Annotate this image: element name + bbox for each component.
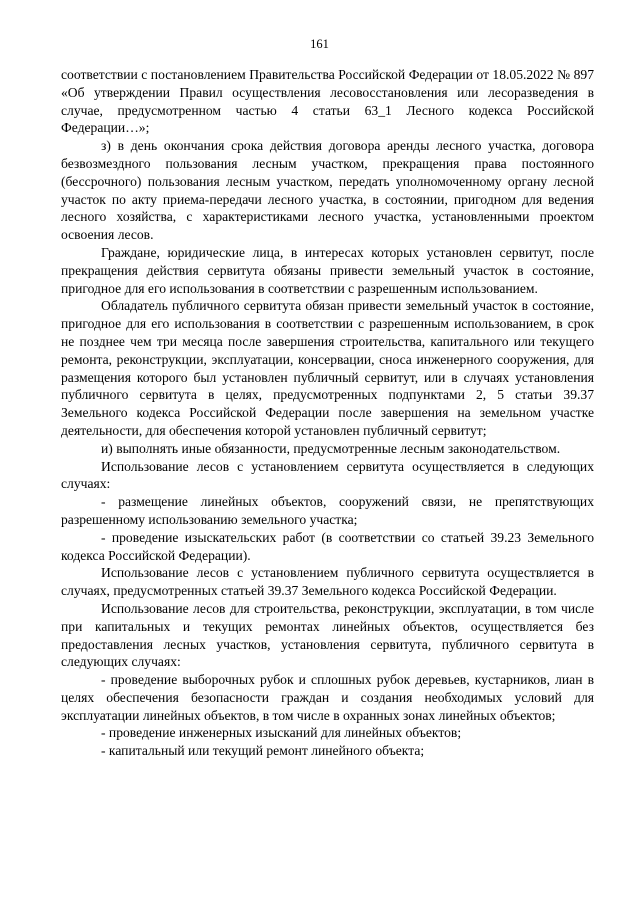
paragraph-servitude-holders: Граждане, юридические лица, в интересах которых установлен сервитут, после прекращения действия сервитута обязаны привести земельный участок в состояние, пригодное для его использования в соответствии с разрешенным использованием. [61,244,594,296]
list-item-linear-objects: - размещение линейных объектов, сооружений связи, не препятствующих разрешенному использованию земельного участка; [61,494,594,527]
paragraph-item-z: з) в день окончания срока действия договора аренды лесного участка, договора безвозмездного пользования лесным участком, прекращения права постоянного (бессрочного) пользования лесным участком, передать уполномоченному органу лесной участок по акту приема-передачи лесного участка, в состоянии, пригодном для ведения лесного хозяйства, с характеристиками лесного участка, установленными проектом освоения лесов. [61,138,594,243]
document-body [61,66,594,760]
list-item-engineering-surveys: - проведение инженерных изысканий для линейных объектов; [101,725,462,741]
list-item-repair: - капитальный или текущий ремонт линейного объекта; [101,743,425,759]
paragraph-construction-use: Использование лесов для строительства, реконструкции, эксплуатации, в том числе при капитальных и текущих ремонтах линейных объектов, осуществляется без предоставления лесных участков, установления сервитута, публичного сервитута в следующих случаях: [61,600,594,670]
paragraph-servitude-cases: Использование лесов с установлением сервитута осуществляется в следующих случаях: [61,458,594,492]
paragraph-continuation: соответствии с постановлением Правительства Российской Федерации от 18.05.2022 № 897 «Об утверждении Правил осуществления лесовосстановления или лесоразведения в случае, предусмотренном частью 4 статьи 63_1 Лесного кодекса Российской Федерации…»; [61,67,594,136]
paragraph-public-servitude-holder: Обладатель публичного сервитута обязан привести земельный участок в состояние, пригодное для его использования в соответствии с разрешенным использованием, в срок не позднее чем три месяца после завершения строительства, капитального или текущего ремонта, реконструкции, эксплуатации, консервации, сноса инженерного сооружения, для размещения которого был установлен публичный сервитут, или в случаях установления публичного сервитута в целях, предусмотренных подпунктами 2, 5 статьи 39.37 Земельного кодекса Российской Федерации после завершения на земельном участке деятельности, для обеспечения которой установлен публичный сервитут; [61,298,594,438]
paragraph-item-i: и) выполнять иные обязанности, предусмотренные лесным законодательством. [101,440,561,456]
list-item-felling: - проведение выборочных рубок и сплошных рубок деревьев, кустарников, лиан в целях обеспечения безопасности граждан и создания необходимых условий для эксплуатации линейных объектов, в том числе в охранных зонах линейных объектов; [61,672,594,723]
list-item-survey-works: - проведение изыскательских работ (в соответствии со статьей 39.23 Земельного кодекса Российской Федерации). [61,529,594,563]
page-number: 161 [310,37,329,51]
paragraph-public-servitude-cases: Использование лесов с установлением публичного сервитута осуществляется в случаях, предусмотренных статьей 39.37 Земельного кодекса Российской Федерации. [61,565,594,599]
